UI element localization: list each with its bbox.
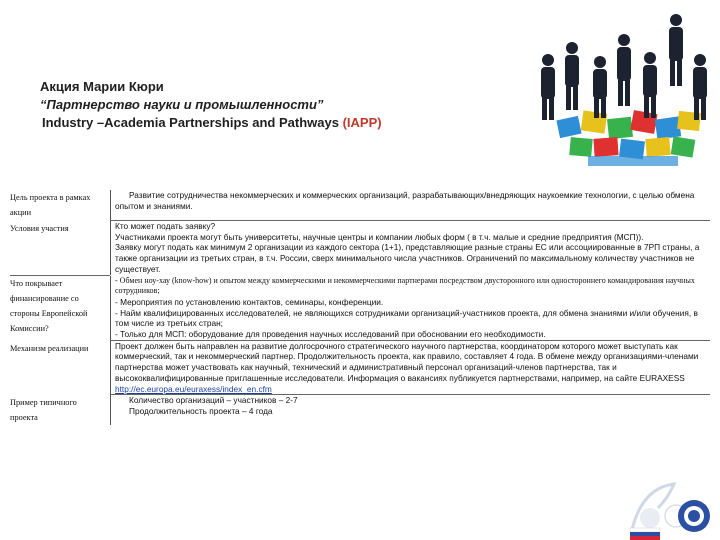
business-people-silhouettes [541,14,707,120]
business-people-puzzle-illustration [528,0,720,170]
row-value-goal: Развитие сотрудничества некоммерческих и коммерческих организаций, разрабатывающих/внедряющих наукоемкие технологии, с целью обмена опытом и знаниями. [110,190,710,220]
row-label-example: Пример типичного проекта [10,398,77,423]
title-line-3: Industry –Academia Partnerships and Pathways (IAPP) [42,115,382,130]
title-line-2: “Партнерство науки и промышленности” [40,97,324,112]
table-row [10,395,710,425]
row-label-funding: Что покрывает финансирование со стороны Европейской Комиссии? [10,278,88,333]
row-label-goal: Цель проекта в рамках акции [10,193,91,217]
euraxess-link[interactable]: http://ec.europa.eu/euraxess/index_en.cfm [115,383,272,394]
table-row [10,190,710,220]
row-value-example: Количество организаций – участников – 2-7 Продолжительность проекта – 4 года [110,395,710,425]
iapp-acronym: (IAPP) [342,115,382,130]
table-row [10,276,710,340]
programme-info-table [10,190,710,425]
row-value-mechanism: Проект должен быть направлен на развитие долгосрочного стратегического научного партнерства, координатором которого может выступать как коммерческий, так и некоммерческий партнер. Продолжительность проекта, как правило, составляет 4 года. В обмене между организациями-членами партнерства может участвовать как научный, технический и административный персонал организаций-членов партнерства, так и высококвалифицированные приглашенные исследователи. Информация о вакансиях публикуется партнерствами, например, на сайте EURAXESS http://ec.europa.eu/euraxess/index_en.cfm [110,341,710,395]
table-row [10,341,710,395]
row-label-mechanism: Механизм реализации [10,343,89,353]
table-row [10,221,710,275]
title-line-1: Акция Марии Кюри [40,79,164,94]
puzzle-pieces [556,110,701,166]
slide-title [40,78,382,132]
row-label-conditions: Условия участия [10,224,69,233]
row-value-conditions: Кто может подать заявку? Участниками проекта могут быть университеты, научные центры и компании любых форм ( в т.ч. малые и средние предприятия (МСП)). Заявку могут подать как минимум 2 организации из каждого сектора (1+1), представляющие разные страны ЕС или ассоциированные в 7РП страны, а также организации из третьих стран, в т.ч. России, сверх минимального числа участников. Ограничений по максимальному количеству участников не существует. [110,221,710,275]
row-value-funding: - Обмен ноу-хау (know-how) и опытом между коммерческими и некоммерческими партнерами посредством двусторонного или одностороннего командирования научных сотрудников; - Мероприятия по установлению контактов, семинары, конференции. - Найм квалифицированных исследователей, не являющихся сотрудниками организаций-участников проекта, для обмена знаниями и/или обучения, в том числе из третьих стран; - Только для МСП: оборудование для проведения научных исследований при обосновании его необходимости. [110,276,710,340]
ric-logo [628,478,720,540]
